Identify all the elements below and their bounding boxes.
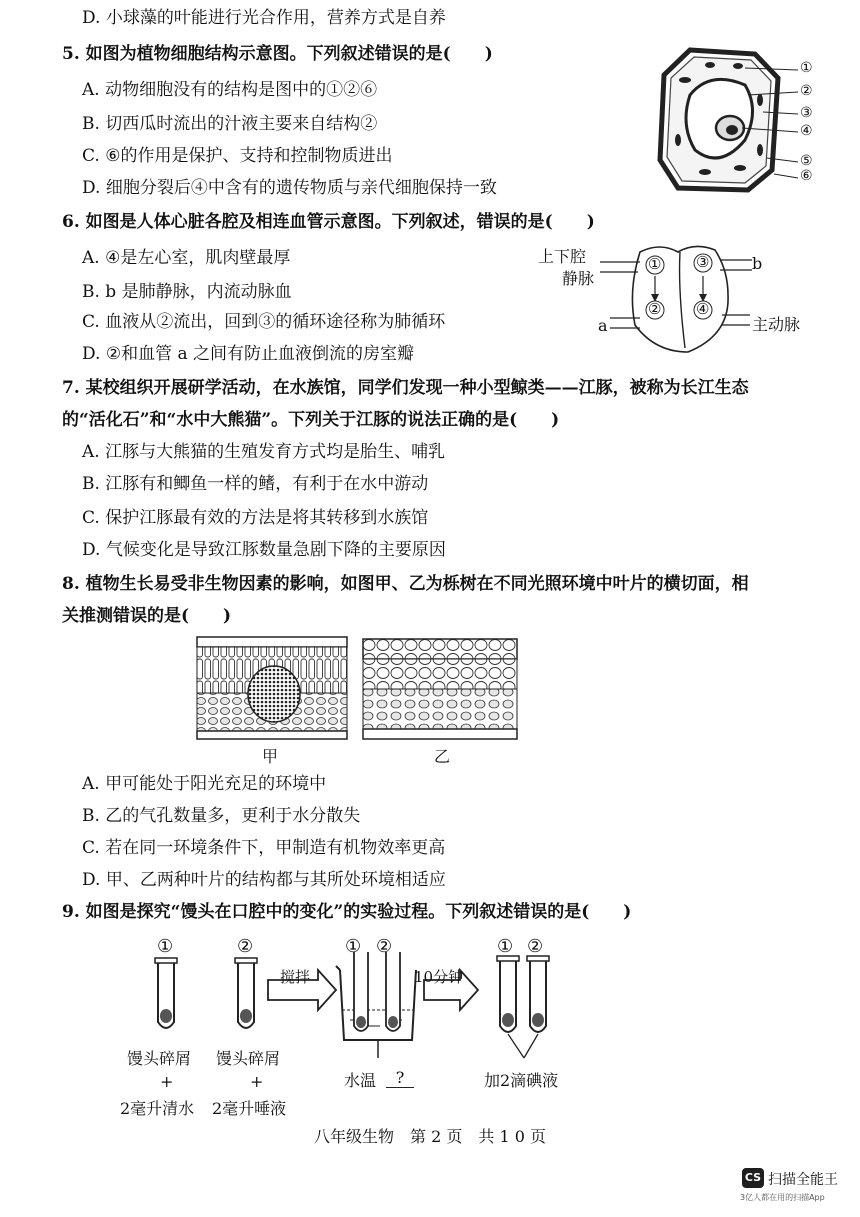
leaf-caption-jia: 甲 [262, 747, 279, 766]
camscanner-tagline: 3亿人都在用的扫描App [740, 1193, 825, 1202]
q5-option-c: C. ⑥的作用是保护、支持和控制物质进出 [82, 146, 393, 166]
exp-final-tube-1-label: ① [497, 936, 514, 957]
q5-option-d: D. 细胞分裂后④中含有的遗传物质与亲代细胞保持一致 [82, 178, 497, 198]
page-footer: 八年级生物 第 2 页 共 1 0 页 [314, 1127, 546, 1146]
q6-option-b: B. b 是肺静脉，内流动脉血 [82, 282, 292, 302]
q5-stem: 5. 如图为植物细胞结构示意图。下列叙述错误的是( ) [62, 44, 493, 64]
cell-label-4: ④ [800, 123, 813, 139]
saliva-label: 2毫升唾液 [212, 1099, 287, 1118]
heart-chamber-1: ① [648, 255, 662, 273]
exp-tube-2-label: ② [237, 936, 254, 957]
vessel-b-label: b [752, 254, 763, 273]
exp-tube-1-label: ① [157, 936, 174, 957]
crumb-label-1: 馒头碎屑 [127, 1049, 192, 1068]
q6-option-a: A. ④是左心室，肌肉壁最厚 [82, 248, 291, 268]
q7-stem-line1: 7. 某校组织开展研学活动，在水族馆，同学们发现一种小型鲸类——江豚，被称为长江生态 [62, 378, 749, 398]
cell-label-5: ⑤ [800, 153, 813, 169]
vena-cava-label-bottom: 静脉 [562, 269, 595, 288]
time-label: 10分钟 [414, 968, 464, 986]
heart-chamber-2: ② [648, 300, 662, 318]
vena-cava-label-top: 上下腔 [538, 247, 587, 266]
exp-final-tube-2-label: ② [527, 936, 544, 957]
water-temp-label: 水温 [344, 1071, 377, 1090]
vessel-a-label: a [598, 316, 608, 335]
q8-option-c: C. 若在同一环境条件下，甲制造有机物效率更高 [82, 838, 446, 858]
cell-label-2: ② [800, 83, 813, 99]
plus-sign-1: + [160, 1072, 174, 1091]
q6-option-d: D. ②和血管 a 之间有防止血液倒流的房室瓣 [82, 344, 415, 364]
heart-diagram [600, 240, 763, 360]
leaf-caption-yi: 乙 [434, 747, 451, 766]
plant-cell-diagram [650, 40, 810, 200]
q7-option-b: B. 江豚有和鲫鱼一样的鳍，有利于在水中游动 [82, 474, 429, 494]
q8-stem-line1: 8. 植物生长易受非生物因素的影响，如图甲、乙为栎树在不同光照环境中叶片的横切面，相 [62, 574, 749, 594]
cell-label-1: ① [800, 60, 813, 76]
q8-stem-line2: 关推测错误的是( ) [62, 606, 232, 626]
q7-option-a: A. 江豚与大熊猫的生殖发育方式均是胎生、哺乳 [82, 442, 446, 462]
q8-option-d: D. 甲、乙两种叶片的结构都与其所处环境相适应 [82, 870, 446, 890]
cell-label-6: ⑥ [800, 168, 813, 184]
camscanner-logo: CS [742, 1168, 764, 1188]
q8-option-b: B. 乙的气孔数量多，更利于水分散失 [82, 806, 361, 826]
iodine-label: 加2滴碘液 [484, 1071, 559, 1090]
q6-option-c: C. 血液从②流出，回到③的循环途径称为肺循环 [82, 312, 446, 332]
water-temp-blank: ? [386, 1068, 414, 1088]
leaf-cross-section-yi [362, 638, 518, 740]
q4-option-d: D. 小球藻的叶能进行光合作用，营养方式是自养 [82, 8, 446, 28]
leaf-cross-section-jia [196, 636, 348, 740]
cell-label-3: ③ [800, 105, 813, 121]
exp-beaker-tube-1-label: ① [345, 936, 362, 957]
q6-stem: 6. 如图是人体心脏各腔及相连血管示意图。下列叙述，错误的是( ) [62, 212, 595, 232]
camscanner-name: 扫描全能王 [768, 1172, 838, 1188]
stir-label: 搅拌 [280, 968, 311, 986]
q5-option-b: B. 切西瓜时流出的汁液主要来自结构② [82, 114, 378, 134]
q9-stem: 9. 如图是探究“馒头在口腔中的变化”的实验过程。下列叙述错误的是( ) [62, 902, 632, 922]
exp-beaker-tube-2-label: ② [376, 936, 393, 957]
water-label: 2毫升清水 [120, 1099, 195, 1118]
heart-chamber-3: ③ [696, 253, 710, 271]
plus-sign-2: + [250, 1072, 264, 1091]
q7-option-c: C. 保护江豚最有效的方法是将其转移到水族馆 [82, 508, 429, 528]
q7-option-d: D. 气候变化是导致江豚数量急剧下降的主要原因 [82, 540, 446, 560]
q5-option-a: A. 动物细胞没有的结构是图中的①②⑥ [82, 80, 378, 100]
q8-option-a: A. 甲可能处于阳光充足的环境中 [82, 774, 327, 794]
q7-stem-line2: 的“活化石”和“水中大熊猫”。下列关于江豚的说法正确的是( ) [62, 410, 560, 430]
aorta-label: 主动脉 [752, 315, 801, 334]
heart-chamber-4: ④ [696, 300, 710, 318]
crumb-label-2: 馒头碎屑 [216, 1049, 281, 1068]
